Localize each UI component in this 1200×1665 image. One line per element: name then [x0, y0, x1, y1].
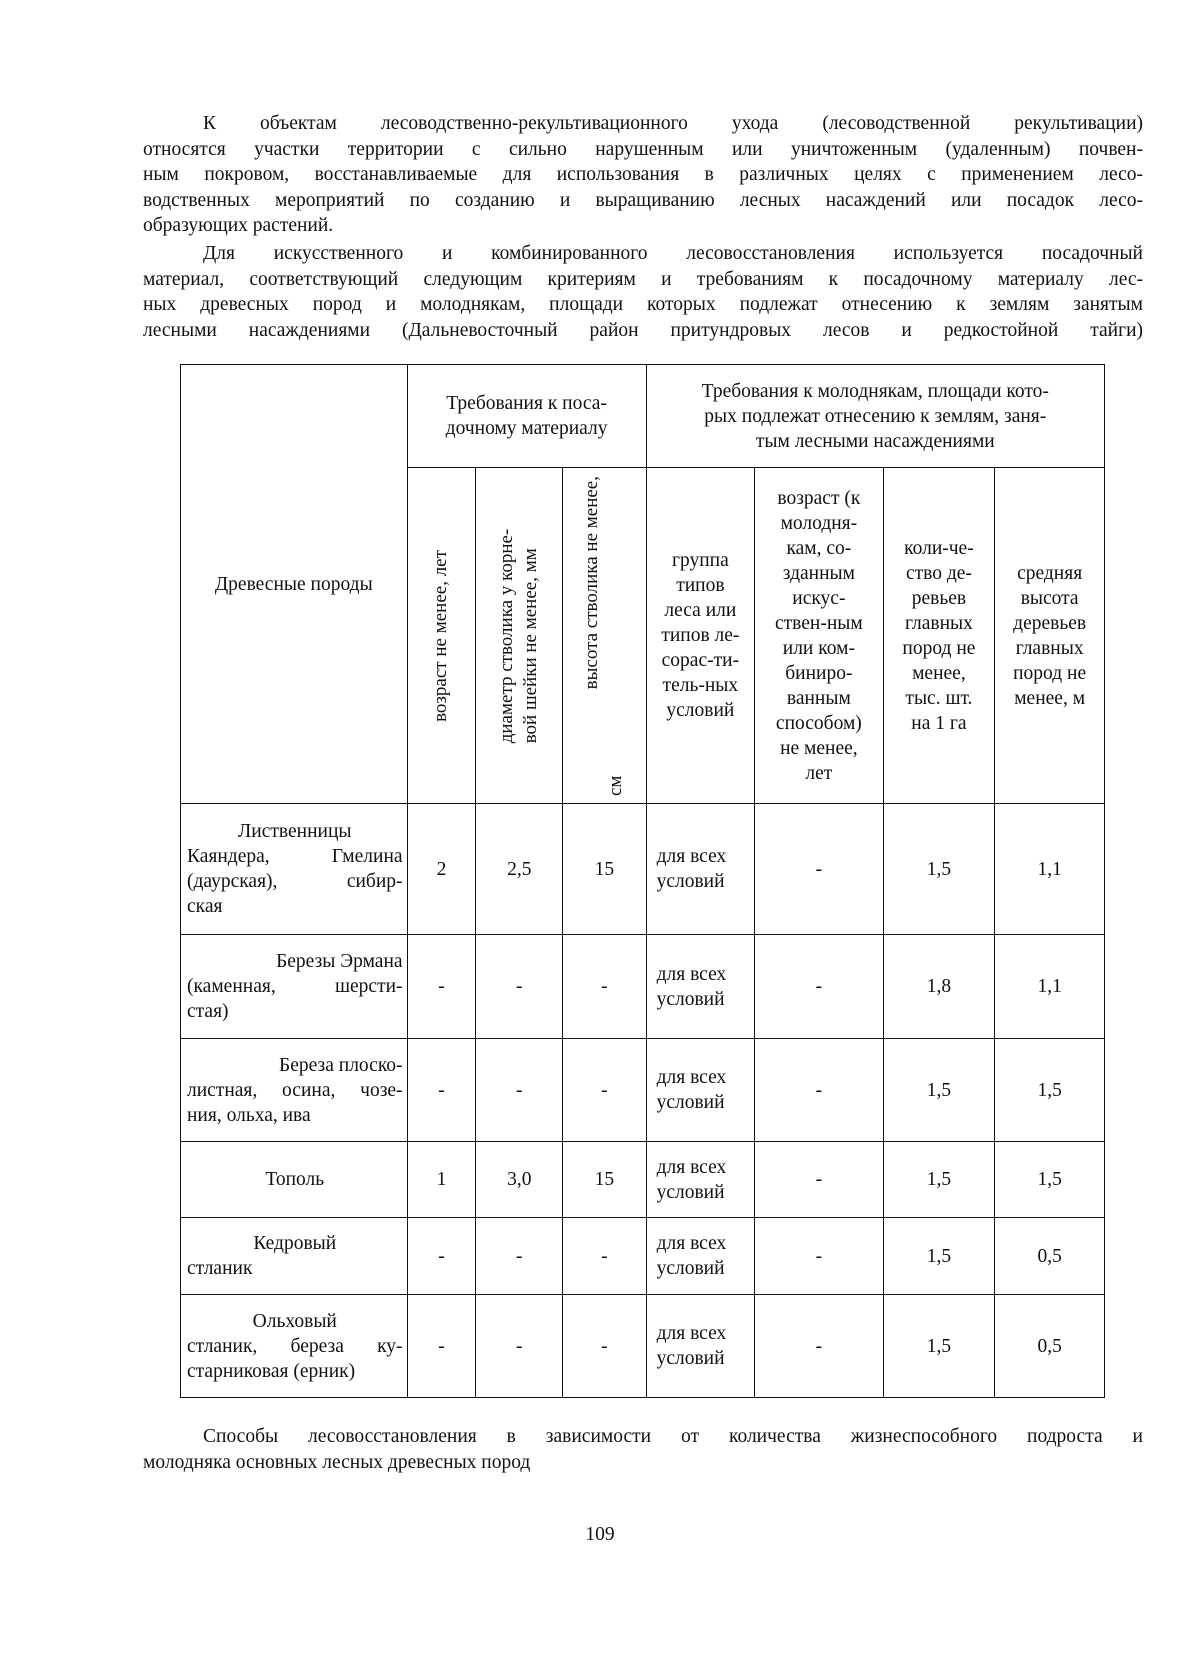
- table-row: [181, 1039, 1105, 1142]
- table-row: [181, 935, 1105, 1039]
- count-cell: 1,5: [883, 1295, 995, 1398]
- header-youngage-line: зданным: [782, 562, 855, 584]
- condition-line: условий: [656, 988, 725, 1010]
- header-forest-line: леса или: [664, 600, 737, 621]
- count-cell: 1,5: [883, 1039, 995, 1142]
- species-line: Береза плоско-: [279, 1054, 403, 1076]
- second-line: материал, соответствующий следующим критериям и требованиям к посадочному материалу лес-: [143, 268, 1143, 290]
- header-age: [407, 468, 476, 804]
- header-youngage-line: кам, со-: [786, 537, 852, 559]
- header-diameter-text: [495, 528, 543, 743]
- diameter-cell: 3,0: [476, 1142, 563, 1218]
- header-mean-height: [995, 468, 1105, 804]
- intro-line: водственных мероприятий по созданию и выращиванию лесных насаждений или посадок лесо-: [143, 189, 1143, 211]
- header-meanheight-line: главных: [1015, 637, 1084, 659]
- header-young-line: тым лесными насаждениями: [755, 430, 995, 452]
- diameter-cell: -: [476, 1295, 563, 1398]
- mean-height-cell: 0,5: [995, 1218, 1105, 1295]
- diameter-cell: -: [476, 1218, 563, 1295]
- caption-line: молодняка основных лесных древесных пород: [143, 1452, 531, 1473]
- header-forest-group: [646, 468, 755, 804]
- species-line: стая): [187, 1001, 229, 1022]
- header-forest-line: тель-ных: [662, 675, 739, 696]
- species-line: листная, осина, чозе-: [187, 1079, 403, 1101]
- species-line: Тополь: [265, 1169, 325, 1190]
- young-age-cell: -: [755, 1295, 883, 1398]
- condition-line: условий: [656, 1348, 725, 1369]
- header-meanheight-line: высота: [1020, 587, 1079, 609]
- mean-height-cell: 1,1: [995, 935, 1105, 1039]
- header-diameter-line: диаметр стволика у корне-: [496, 528, 518, 743]
- intro-line: ным покровом, восстанавливаемые для использования в различных целях с применением лесо-: [143, 164, 1143, 185]
- table-row: [181, 804, 1105, 935]
- second-line: ных древесных пород и молоднякам, площади которых подлежат отнесению к землям занятым: [143, 294, 1143, 315]
- header-young-line: Требования к молоднякам, площади кото-: [701, 380, 1049, 402]
- age-cell: -: [407, 1218, 476, 1295]
- header-planting-group: [407, 365, 646, 468]
- header-forest-line: типов ле-: [661, 625, 740, 646]
- diameter-cell: 2,5: [476, 804, 563, 935]
- condition-cell: [646, 1218, 755, 1295]
- species-line: ская: [187, 896, 223, 917]
- age-cell: 2: [407, 804, 476, 935]
- header-youngage-line: не менее,: [780, 737, 858, 759]
- species-line: стланик, береза ку-: [187, 1335, 403, 1357]
- header-youngage-line: лет: [805, 762, 833, 784]
- young-age-cell: -: [755, 1142, 883, 1218]
- header-count-line: коли-че-: [904, 537, 974, 559]
- condition-cell: [646, 1039, 755, 1142]
- young-age-cell: -: [755, 935, 883, 1039]
- condition-line: для всех: [656, 1156, 727, 1178]
- condition-line: условий: [656, 1181, 725, 1203]
- header-height-text: [580, 476, 628, 796]
- header-count-line: менее,: [912, 662, 966, 684]
- count-cell: 1,8: [883, 935, 995, 1039]
- table-row: [181, 1142, 1105, 1218]
- species-cell: [181, 935, 408, 1039]
- header-forest-line: сорас-ти-: [661, 650, 740, 671]
- header-forest-line: типов: [676, 575, 725, 596]
- next-section-caption: [143, 1424, 1143, 1476]
- header-meanheight-line: пород не: [1013, 662, 1087, 684]
- count-cell: 1,5: [883, 1142, 995, 1218]
- species-cell: [181, 1218, 408, 1295]
- condition-cell: [646, 804, 755, 935]
- header-young-line: рых подлежат отнесению к землям, заня-: [704, 405, 1047, 427]
- header-youngage-line: или ком-: [782, 637, 855, 659]
- condition-line: для всех: [656, 846, 727, 867]
- species-cell: [181, 1142, 408, 1218]
- header-count-line: ревьев: [911, 587, 967, 609]
- second-line: Для искусственного и комбинированного лесовосстановления используется посадочный: [203, 243, 1143, 264]
- header-meanheight-line: средняя: [1017, 562, 1083, 584]
- diameter-cell: -: [476, 935, 563, 1039]
- diameter-cell: -: [476, 1039, 563, 1142]
- condition-line: для всех: [656, 1233, 727, 1254]
- header-height: [563, 468, 647, 804]
- header-youngage-line: ванным: [786, 687, 851, 709]
- species-line: Кедровый: [253, 1233, 337, 1254]
- header-count-line: тыс. шт.: [905, 687, 973, 709]
- height-cell: 15: [563, 1142, 647, 1218]
- species-cell: [181, 1039, 408, 1142]
- header-planting-line: Требования к поса-: [446, 393, 607, 414]
- young-age-cell: -: [755, 804, 883, 935]
- age-cell: -: [407, 1039, 476, 1142]
- species-line: старниковая (ерник): [187, 1360, 356, 1382]
- count-cell: 1,5: [883, 804, 995, 935]
- condition-cell: [646, 935, 755, 1039]
- intro-line: относятся участки территории с сильно нарушенным или уничтоженным (удаленным) почвен-: [143, 138, 1143, 160]
- species-line: стланик: [187, 1258, 253, 1279]
- species-line: ния, ольха, ива: [187, 1104, 311, 1126]
- header-young-age: [755, 468, 883, 804]
- condition-line: для всех: [656, 1323, 727, 1344]
- header-species: Древесные породы: [181, 365, 408, 804]
- header-count-line: главных: [904, 612, 973, 634]
- condition-line: для всех: [656, 963, 727, 985]
- height-cell: -: [563, 935, 647, 1039]
- count-cell: 1,5: [883, 1218, 995, 1295]
- header-tree-count: [883, 468, 995, 804]
- second-line: лесными насаждениями (Дальневосточный район притундровых лесов и редкостойной тайги): [143, 319, 1143, 341]
- page-number: 109: [585, 1524, 615, 1545]
- species-line: Ольховый: [252, 1310, 337, 1332]
- age-cell: -: [407, 935, 476, 1039]
- header-forest-line: условий: [666, 700, 735, 721]
- header-age-text: возраст не менее, лет: [430, 549, 452, 722]
- age-cell: 1: [407, 1142, 476, 1218]
- mean-height-cell: 1,5: [995, 1039, 1105, 1142]
- table-row: [181, 1295, 1105, 1398]
- header-meanheight-line: менее, м: [1014, 687, 1086, 709]
- mean-height-cell: 1,1: [995, 804, 1105, 935]
- species-line: (даурская), сибир-: [187, 871, 403, 892]
- header-youngage-line: способом): [775, 712, 862, 734]
- header-youngage-line: ствен-ным: [774, 612, 863, 634]
- header-forest-line: группа: [671, 550, 729, 571]
- header-count-line: на 1 га: [911, 712, 967, 734]
- header-youngage-line: биниро-: [785, 662, 853, 684]
- header-young-group: [646, 365, 1104, 468]
- intro-paragraph: [143, 111, 1143, 239]
- header-height-line: см: [605, 775, 627, 796]
- header-youngage-line: возраст (к: [777, 487, 861, 509]
- second-paragraph: [143, 241, 1143, 343]
- species-line: Березы Эрмана: [276, 951, 403, 972]
- young-age-cell: -: [755, 1039, 883, 1142]
- young-age-cell: -: [755, 1218, 883, 1295]
- species-line: (каменная, шерсти-: [187, 976, 403, 997]
- table-row: [181, 1218, 1105, 1295]
- condition-line: для всех: [656, 1067, 727, 1088]
- header-meanheight-line: деревьев: [1013, 612, 1087, 634]
- age-cell: -: [407, 1295, 476, 1398]
- species-cell: [181, 804, 408, 935]
- mean-height-cell: 1,5: [995, 1142, 1105, 1218]
- species-line: Каяндера, Гмелина: [187, 846, 403, 867]
- height-cell: 15: [563, 804, 647, 935]
- species-cell: [181, 1295, 408, 1398]
- header-planting-line: дочному материалу: [445, 418, 608, 439]
- height-cell: -: [563, 1039, 647, 1142]
- header-diameter-line: вой шейки не менее, мм: [520, 547, 542, 743]
- intro-line: К объектам лесоводственно-рекультивационного ухода (лесоводственной рекультивации): [203, 113, 1143, 134]
- mean-height-cell: 0,5: [995, 1295, 1105, 1398]
- header-count-line: ство де-: [905, 562, 972, 584]
- condition-line: условий: [656, 1258, 725, 1279]
- caption-line: Способы лесовосстановления в зависимости от количества жизнеспособного подроста и: [203, 1426, 1143, 1447]
- header-youngage-line: молодня-: [780, 512, 858, 534]
- header-height-line: высота стволика не менее,: [581, 475, 603, 689]
- header-count-line: пород не: [902, 637, 976, 659]
- species-line: Лиственницы: [238, 821, 352, 842]
- intro-line: образующих растений.: [143, 215, 334, 236]
- condition-cell: [646, 1142, 755, 1218]
- height-cell: -: [563, 1218, 647, 1295]
- requirements-table: [180, 364, 1105, 1398]
- header-youngage-line: искус-: [792, 587, 846, 609]
- header-diameter: [476, 468, 563, 804]
- condition-line: условий: [656, 871, 725, 892]
- condition-line: условий: [656, 1092, 725, 1113]
- condition-cell: [646, 1295, 755, 1398]
- height-cell: -: [563, 1295, 647, 1398]
